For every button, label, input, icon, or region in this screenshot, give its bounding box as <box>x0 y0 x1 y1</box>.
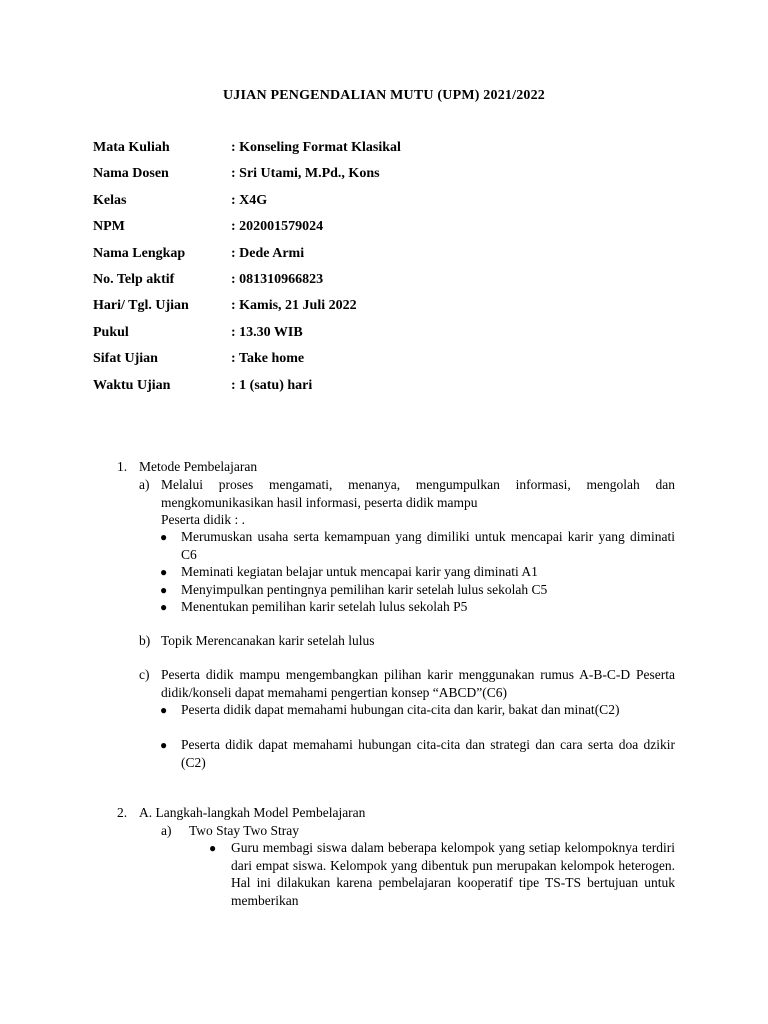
info-value: : 1 (satu) hari <box>231 377 313 393</box>
list-item: Menentukan pemilihan karir setelah lulus sekolah P5 <box>181 599 468 614</box>
item-a-text: Two Stay Two Stray <box>189 823 299 838</box>
item-b-text: Topik Merencanakan karir setelah lulus <box>161 633 375 648</box>
section-number: 2. <box>117 805 128 820</box>
info-value: : X4G <box>231 192 268 208</box>
bullet-icon: ● <box>160 565 168 579</box>
section-number: 1. <box>117 459 128 474</box>
list-item: Peserta didik dapat memahami hubungan cita-cita dan strategi dan cara serta doa dzikir (C2) <box>181 737 675 770</box>
item-a-text: Melalui proses mengamati, menanya, mengumpulkan informasi, mengolah dan mengkomunikasikan hasil informasi, peserta didik mampu <box>161 477 675 510</box>
list-marker: b) <box>139 633 151 648</box>
item-c-text: Peserta didik mampu mengembangkan pilihan karir menggunakan rumus A-B-C-D Peserta didik/konseli dapat memahami pengertian konsep “ABCD”(C6) <box>161 667 675 700</box>
list-item: Guru membagi siswa dalam beberapa kelompok yang setiap kelompoknya terdiri dari empat siswa. Kelompok yang dibentuk pun merupakan kelompok heterogen. Hal ini dilakukan karena pembelajaran kooperatif tipe TS-TS bertujuan untuk memberikan <box>231 840 675 908</box>
list-marker: c) <box>139 667 150 682</box>
list-item: Merumuskan usaha serta kemampuan yang dimiliki untuk mencapai karir yang diminati C6 <box>181 529 675 562</box>
list-marker: a) <box>139 477 150 492</box>
list-item: Peserta didik dapat memahami hubungan cita-cita dan karir, bakat dan minat(C2) <box>181 702 620 717</box>
item-a-subtext: Peserta didik : . <box>161 512 245 527</box>
section-heading: A. Langkah-langkah Model Pembelajaran <box>139 805 366 820</box>
info-label: NPM <box>93 219 125 235</box>
info-value: : 202001579024 <box>231 219 324 235</box>
info-label: Kelas <box>93 192 127 208</box>
info-label: Sifat Ujian <box>93 351 158 367</box>
info-label: Hari/ Tgl. Ujian <box>93 298 189 314</box>
info-label: Mata Kuliah <box>93 140 170 155</box>
info-value: : 13.30 WIB <box>231 324 303 340</box>
info-label: Waktu Ujian <box>93 377 171 393</box>
info-label: No. Telp aktif <box>93 271 175 287</box>
info-value: : Konseling Format Klasikal <box>231 140 401 155</box>
list-marker: a) <box>161 823 172 838</box>
info-label: Nama Lengkap <box>93 245 186 261</box>
list-item: Menyimpulkan pentingnya pemilihan karir setelah lulus sekolah C5 <box>181 582 548 597</box>
bullet-icon: ● <box>160 583 168 597</box>
section-heading: Metode Pembelajaran <box>139 459 258 474</box>
info-label: Nama Dosen <box>93 166 169 182</box>
info-value: : Take home <box>231 351 305 367</box>
bullet-icon: ● <box>209 841 217 855</box>
page-title: UJIAN PENGENDALIAN MUTU (UPM) 2021/2022 <box>222 88 545 103</box>
info-value: : Kamis, 21 Juli 2022 <box>231 298 357 314</box>
bullet-icon: ● <box>160 703 168 717</box>
info-value: : Sri Utami, M.Pd., Kons <box>231 166 380 182</box>
info-value: : 081310966823 <box>231 271 324 287</box>
bullet-icon: ● <box>160 530 168 544</box>
list-item: Meminati kegiatan belajar untuk mencapai karir yang diminati A1 <box>181 564 538 579</box>
bullet-icon: ● <box>160 738 168 752</box>
bullet-icon: ● <box>160 600 168 614</box>
info-value: : Dede Armi <box>231 245 305 261</box>
info-label: Pukul <box>93 324 129 340</box>
